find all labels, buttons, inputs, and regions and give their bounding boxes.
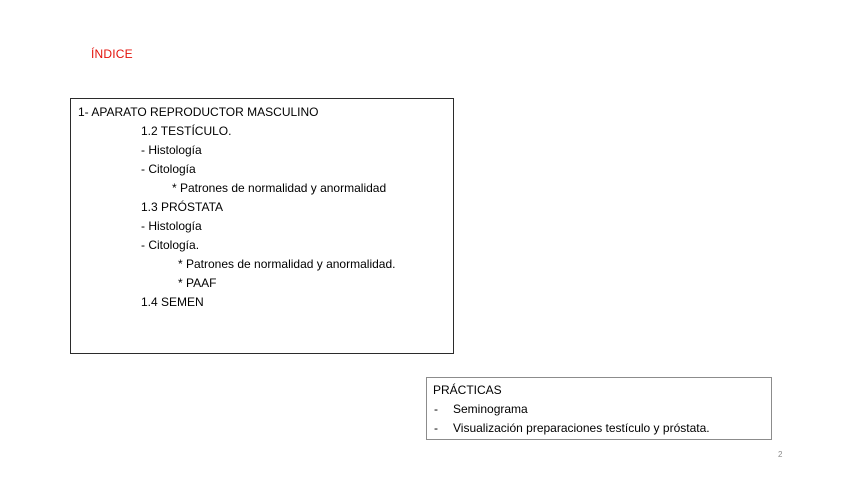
index-line-prostata: 1.3 PRÓSTATA — [141, 200, 224, 214]
practicas-item-visualizacion: Visualización preparaciones testículo y próstata. — [453, 421, 710, 435]
index-line-testiculo: 1.2 TESTÍCULO. — [141, 124, 232, 138]
index-line-histologia-1: - Histología — [141, 143, 202, 157]
index-line-semen: 1.4 SEMEN — [141, 295, 204, 309]
index-line-citologia-1: - Citología — [141, 162, 196, 176]
index-line-patrones-2: * Patrones de normalidad y anormalidad. — [178, 257, 396, 271]
practicas-bullet: - — [434, 421, 438, 435]
practicas-box — [426, 377, 772, 440]
index-line-paaf: * PAAF — [178, 276, 217, 290]
index-box — [70, 98, 454, 354]
practicas-item-seminograma: Seminograma — [453, 402, 528, 416]
slide-title: ÍNDICE — [91, 47, 133, 61]
index-line-citologia-2: - Citología. — [141, 238, 200, 252]
index-line-patrones-1: * Patrones de normalidad y anormalidad — [172, 181, 387, 195]
index-line-aparato: 1- APARATO REPRODUCTOR MASCULINO — [78, 105, 319, 119]
page-number: 2 — [778, 450, 783, 459]
practicas-heading: PRÁCTICAS — [433, 383, 502, 397]
practicas-bullet: - — [434, 402, 438, 416]
index-line-histologia-2: - Histología — [141, 219, 202, 233]
